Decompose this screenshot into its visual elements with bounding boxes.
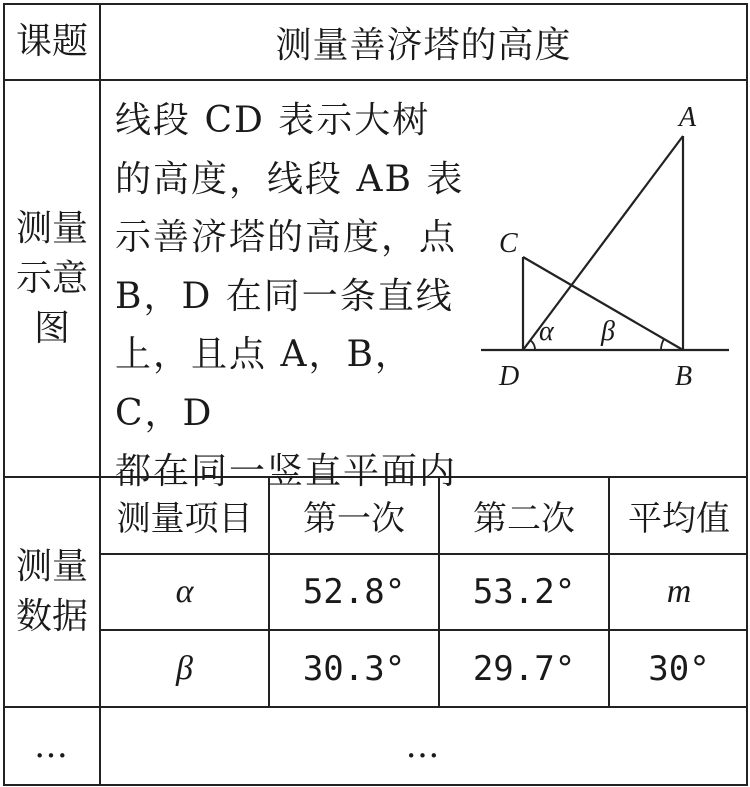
diagram-label-line-2: 示意: [15, 257, 88, 299]
survey-table: [3, 3, 748, 786]
data-content: [100, 477, 747, 707]
topic-label: 课题: [4, 4, 100, 80]
table-row: [101, 554, 748, 630]
ellipsis-row: [4, 707, 747, 785]
description-line-3: 示善济塔的高度，点: [115, 217, 458, 258]
diagram-label: [4, 80, 100, 477]
diagram-content: [100, 80, 747, 492]
description-line-4: B，D 在同一条直线: [115, 275, 454, 317]
description-line-1: 线段 CD 表示大树: [115, 100, 431, 141]
column-header: 测量项目: [101, 478, 269, 554]
point-label-d: D: [499, 361, 520, 390]
diagram-label-line-1: 测量: [15, 207, 88, 249]
average-cell: m: [609, 554, 748, 630]
ellipsis-right: …: [100, 707, 747, 785]
angle-label-alpha: α: [539, 316, 554, 347]
description-line-2: 的高度，线段 AB 表: [115, 158, 465, 200]
angle-arc-alpha: [530, 340, 535, 350]
table-row: [101, 630, 748, 706]
item-cell: α: [101, 554, 269, 630]
topic-title: 测量善济塔的高度: [100, 4, 747, 80]
angle-label-beta: β: [601, 316, 615, 347]
column-header: 平均值: [609, 478, 748, 554]
data-table: [101, 478, 748, 706]
first-cell: 30.3°: [269, 630, 439, 706]
item-cell: β: [101, 630, 269, 706]
header-row: [4, 4, 747, 80]
diagram-description: [115, 92, 465, 502]
second-cell: 29.7°: [439, 630, 609, 706]
description-line-6: 都在同一竖直平面内: [115, 451, 458, 492]
geometry-diagram: [471, 100, 741, 390]
column-header: 第一次: [269, 478, 439, 554]
first-cell: 52.8°: [269, 554, 439, 630]
point-label-b: B: [675, 361, 693, 390]
diagram-label-line-3: 图: [33, 307, 70, 349]
angle-arc-beta: [661, 339, 664, 350]
point-label-a: A: [679, 102, 697, 133]
diagram-cell: [101, 82, 746, 492]
column-header: 第二次: [439, 478, 609, 554]
point-label-c: C: [499, 228, 518, 259]
diagram-row: [4, 80, 747, 477]
second-cell: 53.2°: [439, 554, 609, 630]
ellipsis-left: …: [4, 707, 100, 785]
description-line-5: 上，且点 A，B，C，D: [115, 334, 413, 434]
data-label-line-2: 数据: [15, 596, 88, 637]
data-label-line-1: 测量: [15, 546, 88, 587]
data-label: [4, 477, 100, 707]
data-row: [4, 477, 747, 707]
average-cell: 30°: [609, 630, 748, 706]
